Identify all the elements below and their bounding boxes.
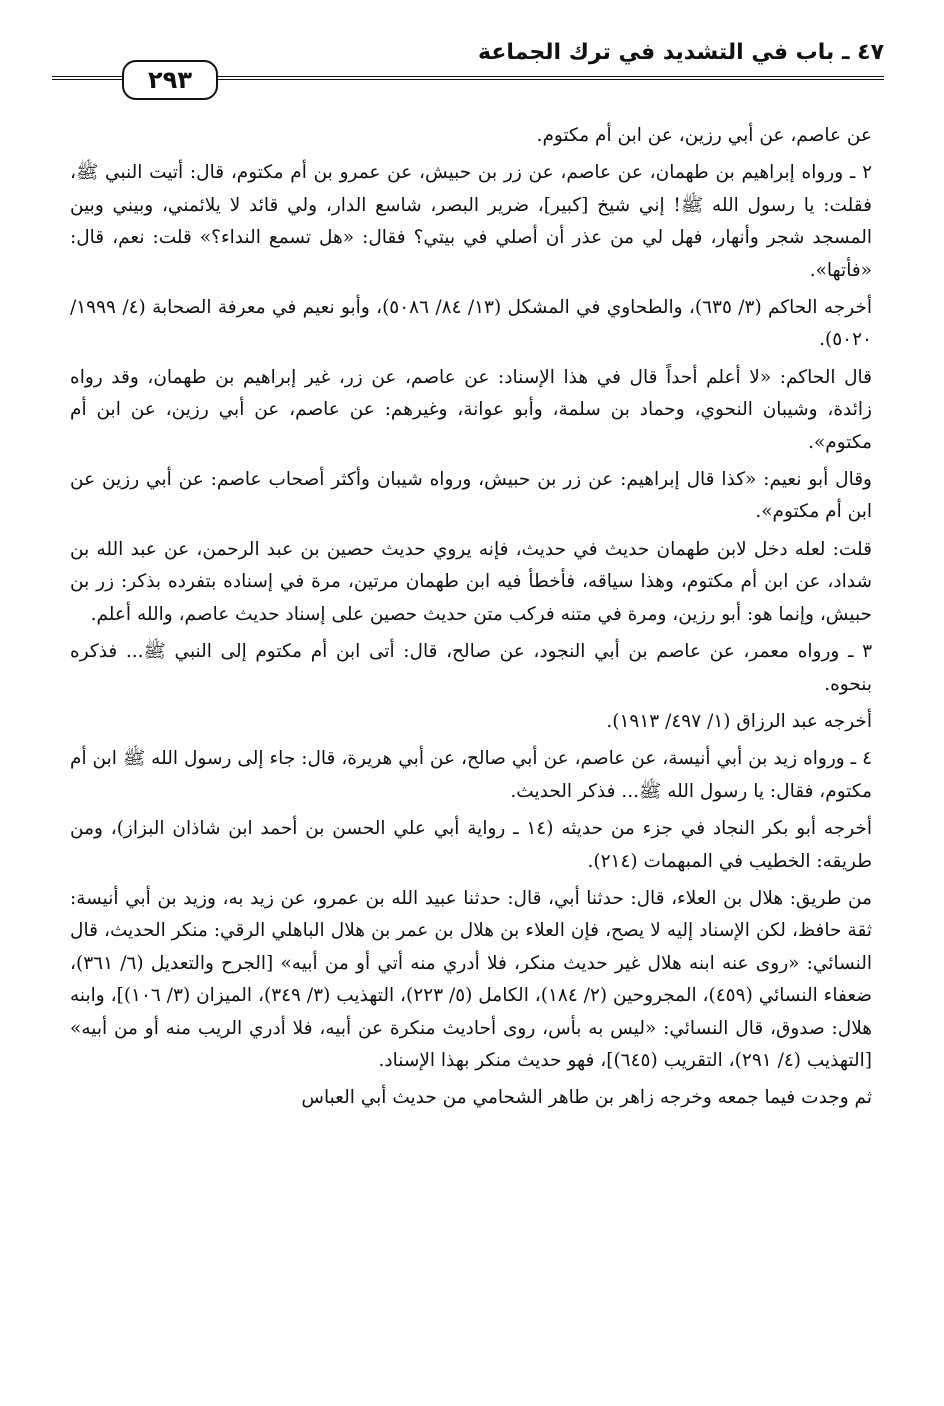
paragraph: ٣ ـ ورواه معمر، عن عاصم بن أبي النجود، عن صالح، قال: أتى ابن أم مكتوم إلى النبي ﷺ... فذكره بنحوه.	[70, 641, 872, 695]
paragraph: وقال أبو نعيم: «كذا قال إبراهيم: عن زر بن حبيش، ورواه شيبان وأكثر أصحاب عاصم: عن أبي رزين عن ابن أم مكتوم».	[70, 469, 872, 523]
body-text	[70, 120, 872, 1115]
page-number: ٢٩٣	[148, 66, 192, 94]
paragraph: ٢ ـ ورواه إبراهيم بن طهمان، عن عاصم، عن زر بن حبيش، عن عمرو بن أم مكتوم، قال: أتيت النبي ﷺ، فقلت: يا رسول الله ﷺ! إني شيخ [كبير]، ضرير البصر، شاسع الدار، ولي قائد لا يلائمني، وبيني وبين المسجد شجر وأنهار، فهل لي من عذر أن أصلي في بيتي؟ فقال: «هل تسمع النداء؟» قلت: نعم، قال: «فأتها».	[70, 162, 872, 281]
page-number-frame	[122, 60, 218, 100]
paragraph: ثم وجدت فيما جمعه وخرجه زاهر بن طاهر الشحامي من حديث أبي العباس	[301, 1087, 872, 1109]
paragraph: عن عاصم، عن أبي رزين، عن ابن أم مكتوم.	[536, 125, 872, 146]
paragraph: قال الحاكم: «لا أعلم أحداً قال في هذا الإسناد: عن عاصم، عن زر، غير إبراهيم بن طهمان، وقد رواه زائدة، وشيبان النحوي، وحماد بن سلمة، وأبو عوانة، وغيرهم: عن عاصم، عن أبي رزين، عن ابن أم مكتوم».	[70, 366, 872, 453]
page-header	[52, 30, 884, 100]
paragraph: قلت: لعله دخل لابن طهمان حديث في حديث، فإنه يروي حديث حصين بن عبد الرحمن، عن عبد الله بن شداد، عن ابن أم مكتوم، وهذا سياقه، فأخطأ فيه ابن طهمان مرتين، مرة في إسناده بتفرده بذكر: زر بن حبيش، وإنما هو: أبو رزين، ومرة في متنه فركب متن حديث حصين على إسناد حديث عاصم، والله أعلم.	[70, 538, 872, 625]
chapter-title: ٤٧ ـ باب في التشديد في ترك الجماعة	[478, 40, 884, 65]
paragraph: أخرجه أبو بكر النجاد في جزء من حديثه (١٤ ـ رواية أبي علي الحسن بن أحمد ابن شاذان البزاز)، ومن طريقه: الخطيب في المبهمات (٢١٤).	[70, 818, 872, 872]
paragraph: ٤ ـ ورواه زيد بن أبي أنيسة، عن عاصم، عن أبي صالح، عن أبي هريرة، قال: جاء إلى رسول الله ﷺ ابن أم مكتوم، فقال: يا رسول الله ﷺ... فذكر الحديث.	[70, 748, 872, 802]
paragraph: أخرجه عبد الرزاق (١/ ٤٩٧/ ١٩١٣).	[606, 710, 872, 732]
paragraph: من طريق: هلال بن العلاء، قال: حدثنا أبي، قال: حدثنا عبيد الله بن عمرو، عن زيد به، وزيد بن أبي أنيسة: ثقة حافظ، لكن الإسناد إليه لا يصح، فإن العلاء بن هلال بن عمر بن هلال الباهلي الرقي: منكر الحديث، قال النسائي: «روى عنه ابنه هلال غير حديث منكر، فلا أدري منه أتي أو من أبيه» [الجرح والتعديل (٦/ ٣٦١)، ضعفاء النسائي (٤٥٩)، المجروحين (٢/ ١٨٤)، الكامل (٥/ ٢٢٣)، التهذيب (٣/ ٣٤٩)، الميزان (٣/ ١٠٦)]، وابنه هلال: صدوق، قال النسائي: «ليس به بأس، روى أحاديث منكرة عن أبيه، فلا أدري الريب منه أو من أبيه» [التهذيب (٤/ ٢٩١)، التقريب (٦٤٥)]، فهو حديث منكر بهذا الإسناد.	[70, 887, 873, 1071]
paragraph: أخرجه الحاكم (٣/ ٦٣٥)، والطحاوي في المشكل (١٣/ ٨٤/ ٥٠٨٦)، وأبو نعيم في معرفة الصحابة (٤/ ١٩٩٩/ ٥٠٢٠).	[70, 297, 872, 351]
